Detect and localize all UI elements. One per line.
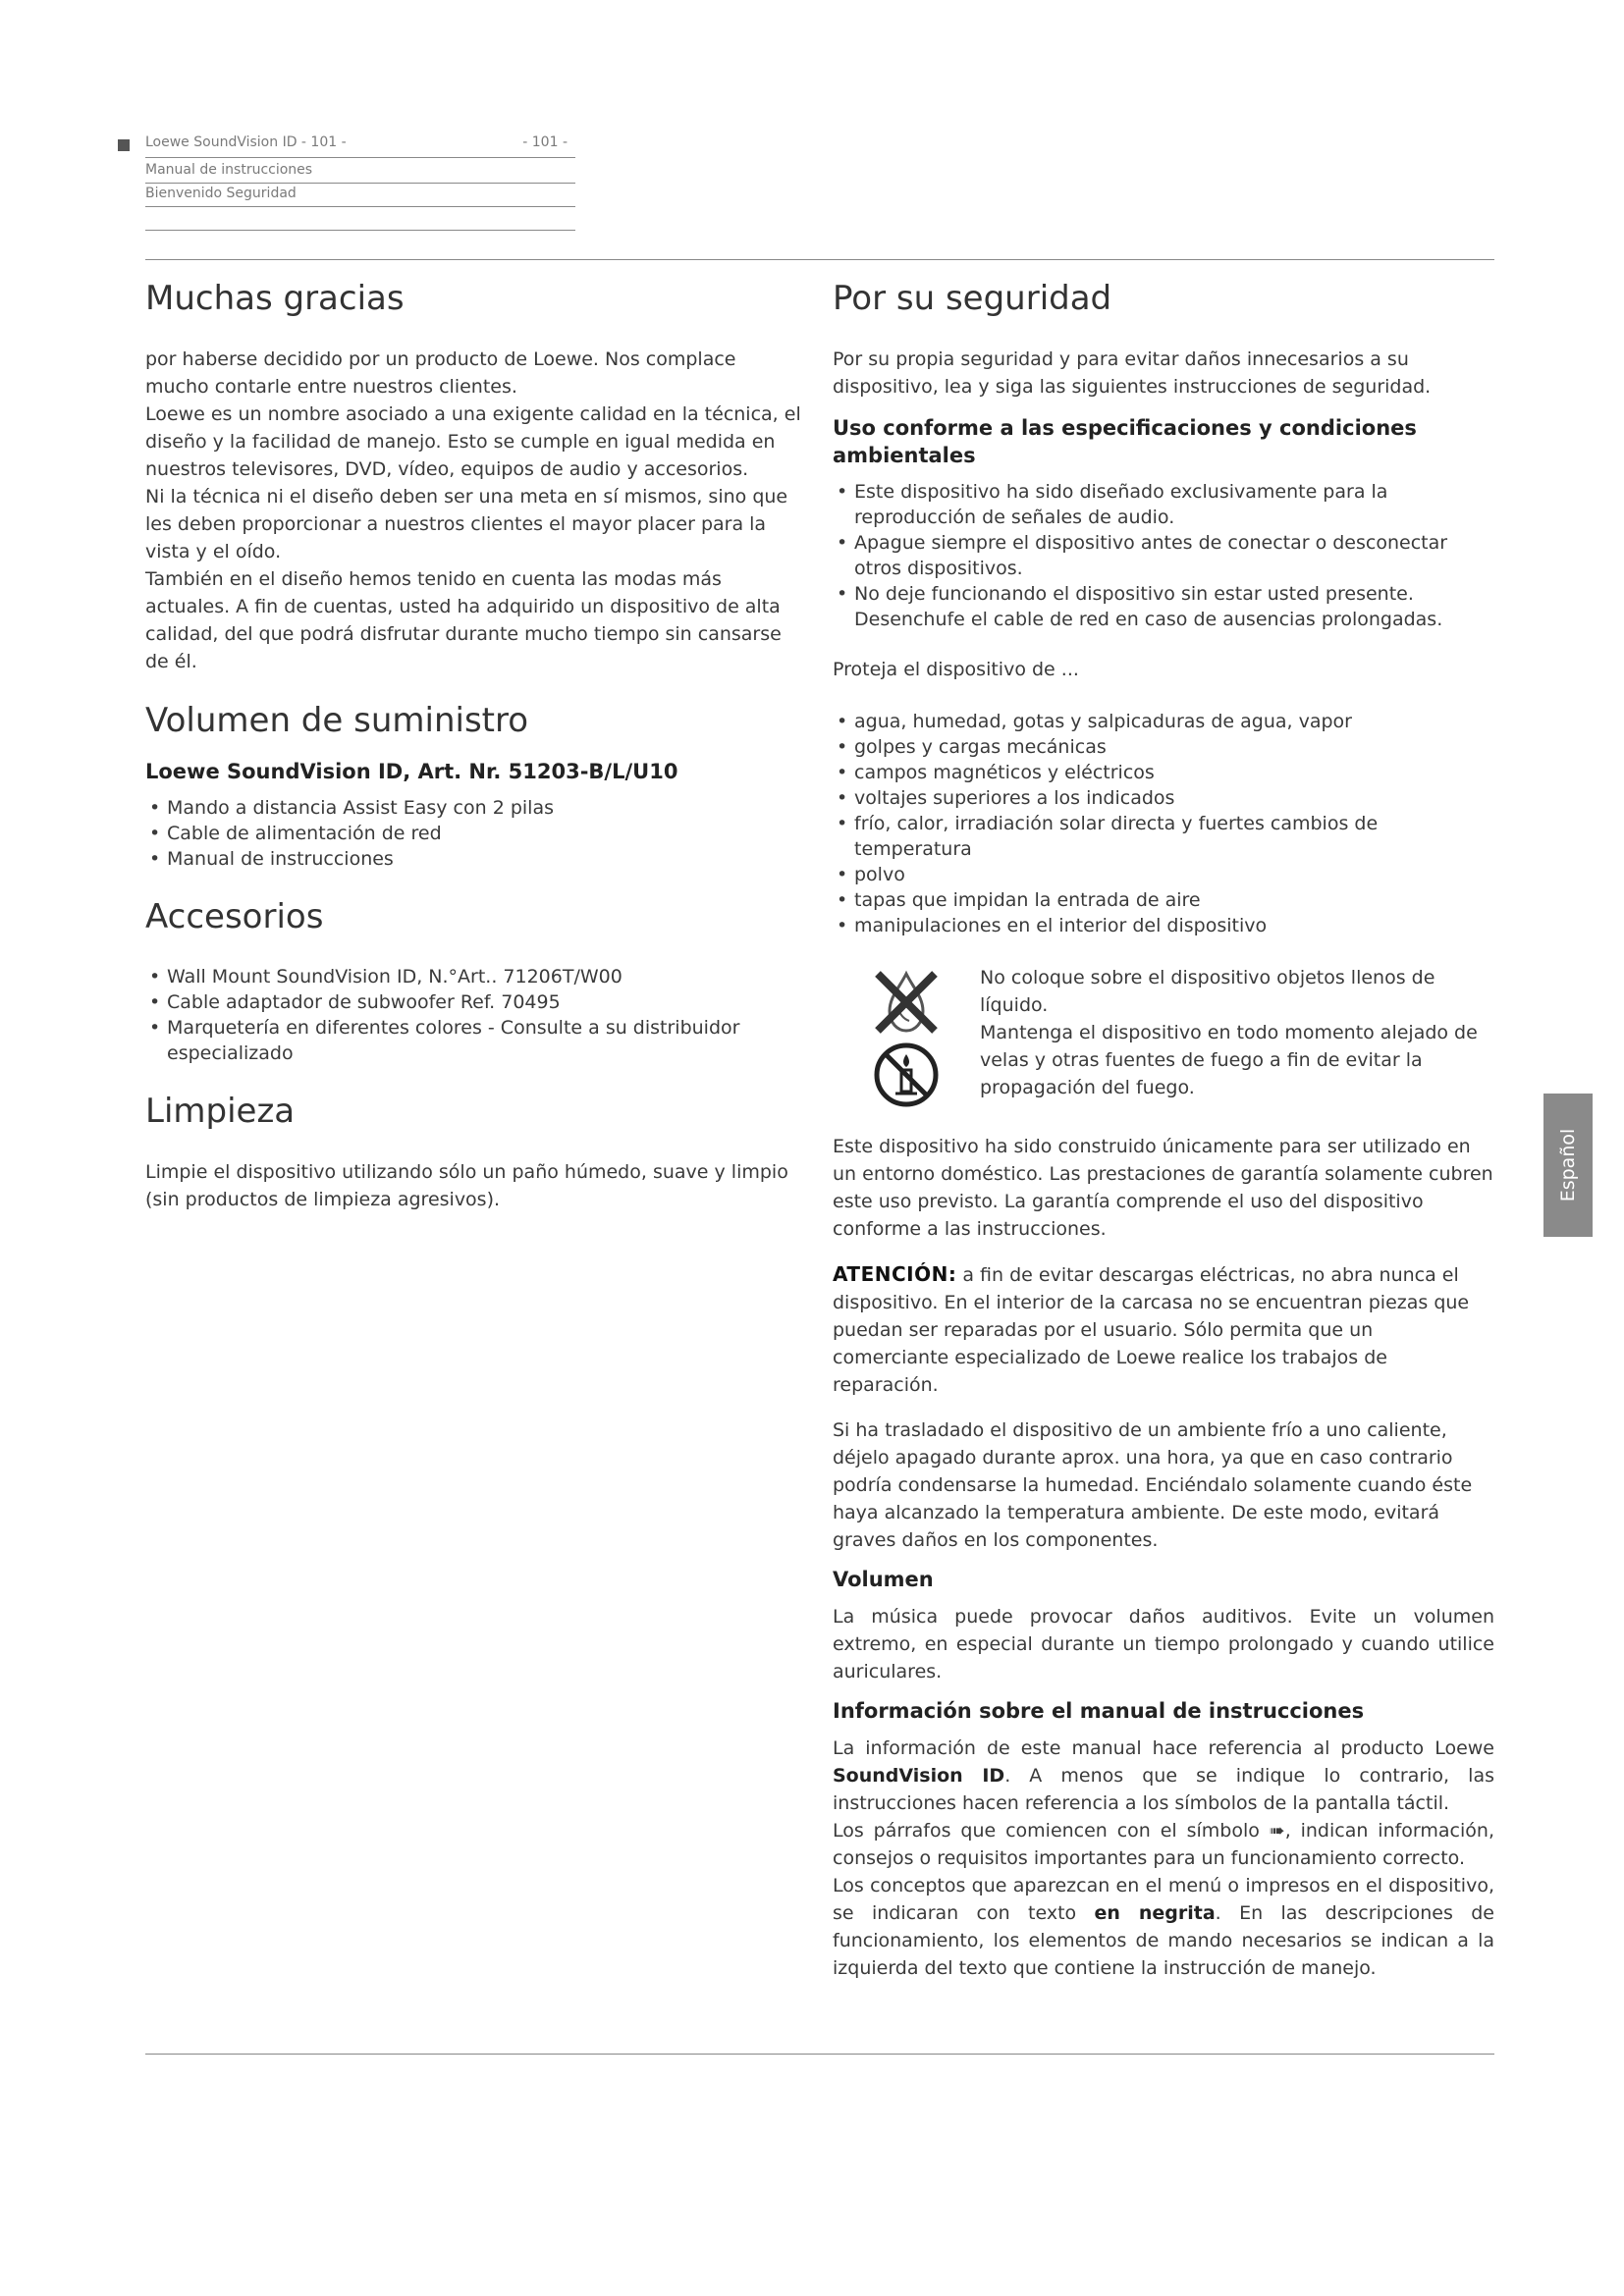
language-tab-label: Español (1557, 1128, 1579, 1202)
accessories-list (145, 964, 805, 1066)
accessories-heading: Accesorios (145, 897, 324, 936)
domestic-use-text: Este dispositivo ha sido construido únicamente para ser utilizado en un entorno doméstico. Las prestaciones de garantía solamente cubren este uso previsto. La garantía comprende el uso del dispositivo conforme a las instrucciones. (833, 1136, 1493, 1240)
no-liquid-warning: No coloque sobre el dispositivo objetos llenos de líquido. (980, 967, 1435, 1016)
list-item: • frío, calor, irradiación solar directa y fuertes cambios de temperatura (833, 811, 1494, 862)
attention-label: ATENCIÓN: (833, 1262, 957, 1286)
list-item: • polvo (833, 862, 1494, 887)
language-tab (1543, 1094, 1593, 1237)
protect-list (833, 709, 1494, 938)
no-liquid-icon (872, 968, 941, 1037)
manual-info-paragraph (833, 1735, 1494, 1817)
list-item: • golpes y cargas mecánicas (833, 734, 1494, 760)
supply-list (145, 795, 805, 872)
manual-info-paragraph (833, 1872, 1494, 1982)
warning-block (833, 964, 1494, 1109)
right-column (833, 279, 1494, 1982)
list-item: • campos magnéticos y eléctricos (833, 760, 1494, 785)
warning-text (980, 964, 1494, 1109)
usage-list (833, 479, 1494, 632)
header-marker (118, 139, 130, 151)
warning-icons (833, 964, 980, 1109)
manual-info-text: Los conceptos que aparezcan en el menú o impresos en el dispositivo, se indicaran con texto (833, 1875, 1494, 1924)
no-fire-warning: Mantenga el dispositivo en todo momento alejado de velas y otras fuentes de fuego a fin de evitar la propagación del fuego. (980, 1022, 1478, 1098)
manual-info-text: La información de este manual hace referencia al producto Loewe (833, 1737, 1494, 1759)
list-item: • Cable adaptador de subwoofer Ref. 70495 (145, 989, 805, 1015)
manual-info-paragraph (833, 1817, 1494, 1872)
list-item: • tapas que impidan la entrada de aire (833, 887, 1494, 913)
thanks-paragraph: También en el diseño hemos tenido en cuenta las modas más actuales. A fin de cuentas, usted ha adquirido un dispositivo de alta calidad, del que podrá disfrutar durante mucho tiempo sin cansarse de él. (145, 568, 782, 672)
usage-subheading: Uso conforme a las especificaciones y condiciones ambientales (833, 416, 1417, 467)
bold-example: en negrita (1094, 1902, 1216, 1924)
list-item: • Marquetería en diferentes colores - Consulte a su distribuidor especializado (145, 1015, 805, 1066)
bottom-rule (145, 2054, 1494, 2055)
no-open-flame-icon (872, 1041, 941, 1109)
manual-info-subheading: Información sobre el manual de instrucciones (833, 1699, 1365, 1723)
cleaning-text: Limpie el dispositivo utilizando sólo un paño húmedo, suave y limpio (sin productos de limpieza agresivos). (145, 1161, 788, 1210)
header-divider (145, 183, 575, 184)
list-item: • Manual de instrucciones (145, 846, 805, 872)
thanks-paragraph: Loewe es un nombre asociado a una exigente calidad en la técnica, el diseño y la facilidad de manejo. Esto se cumple en igual medida en nuestros televisores, DVD, vídeo, equipos de audio y accesorios. (145, 403, 801, 480)
cold-to-warm-text: Si ha trasladado el dispositivo de un ambiente frío a uno caliente, déjelo apagado durante aprox. una hora, ya que en caso contrario podría condensarse la humedad. Enciéndalo solamente cuando éste haya alcanzado la temperatura ambiente. De este modo, evitará graves daños en los componentes. (833, 1419, 1473, 1551)
top-rule (145, 259, 1494, 260)
header-divider (145, 230, 575, 231)
header-divider (145, 157, 575, 158)
thanks-heading: Muchas gracias (145, 279, 405, 318)
list-item: • Cable de alimentación de red (145, 821, 805, 846)
header-subtitle-section: Bienvenido Seguridad (145, 186, 297, 201)
header-subtitle-manual: Manual de instrucciones (145, 162, 313, 178)
list-item: • No deje funcionando el dispositivo sin estar usted presente. Desenchufe el cable de red en caso de ausencias prolongadas. (833, 581, 1494, 632)
list-item: • Mando a distancia Assist Easy con 2 pilas (145, 795, 805, 821)
protect-intro: Proteja el dispositivo de ... (833, 659, 1079, 680)
header-title-row (145, 133, 575, 151)
manual-info-text: Los párrafos que comiencen con el símbolo (833, 1820, 1260, 1842)
header-page-number: - 101 - (522, 134, 568, 150)
manual-info-text: . A menos que se indique lo contrario, las instrucciones hacen referencia a los símbolos de la pantalla táctil. (833, 1765, 1494, 1814)
header-divider (145, 206, 575, 207)
manual-info-text: , indican información, consejos o requisitos importantes para un funcionamiento correcto. (833, 1820, 1494, 1869)
supply-heading: Volumen de suministro (145, 701, 529, 740)
thanks-paragraph: Ni la técnica ni el diseño deben ser una meta en sí mismos, sino que les deben proporcionar a nuestros clientes el mayor placer para la vista y el oído. (145, 486, 788, 562)
supply-subheading: Loewe SoundVision ID, Art. Nr. 51203-B/L/U10 (145, 760, 678, 783)
list-item: • Wall Mount SoundVision ID, N.°Art.. 71206T/W00 (145, 964, 805, 989)
attention-paragraph (833, 1260, 1494, 1399)
attention-text: a fin de evitar descargas eléctricas, no abra nunca el dispositivo. En el interior de la carcasa no se encuentran piezas que puedan ser reparadas por el usuario. Sólo permita que un comerciante especializado de Loewe realice los trabajos de reparación. (833, 1264, 1470, 1396)
list-item: • Apague siempre el dispositivo antes de conectar o desconectar otros dispositivos. (833, 530, 1494, 581)
list-item: • manipulaciones en el interior del dispositivo (833, 913, 1494, 938)
volume-text: La música puede provocar daños auditivos. Evite un volumen extremo, en especial durante un tiempo prolongado y cuando utilice auriculares. (833, 1606, 1494, 1682)
list-item: • voltajes superiores a los indicados (833, 785, 1494, 811)
safety-intro: Por su propia seguridad y para evitar daños innecesarios a su dispositivo, lea y siga las siguientes instrucciones de seguridad. (833, 348, 1432, 398)
volume-subheading: Volumen (833, 1568, 934, 1591)
list-item: • agua, humedad, gotas y salpicaduras de agua, vapor (833, 709, 1494, 734)
product-name: SoundVision ID (833, 1765, 1005, 1787)
manual-info-text: . En las descripciones de funcionamiento, los elementos de mando necesarios se indican a la izquierda del texto que contiene la instrucción de manejo. (833, 1902, 1494, 1979)
thanks-paragraph: por haberse decidido por un producto de Loewe. Nos complace mucho contarle entre nuestros clientes. (145, 348, 736, 398)
arrow-symbol-icon: ➠ (1269, 1820, 1285, 1842)
left-column (145, 279, 805, 1213)
list-item: • Este dispositivo ha sido diseñado exclusivamente para la reproducción de señales de audio. (833, 479, 1494, 530)
header-title: Loewe SoundVision ID - 101 - (145, 134, 347, 150)
cleaning-heading: Limpieza (145, 1092, 296, 1131)
safety-heading: Por su seguridad (833, 279, 1112, 318)
